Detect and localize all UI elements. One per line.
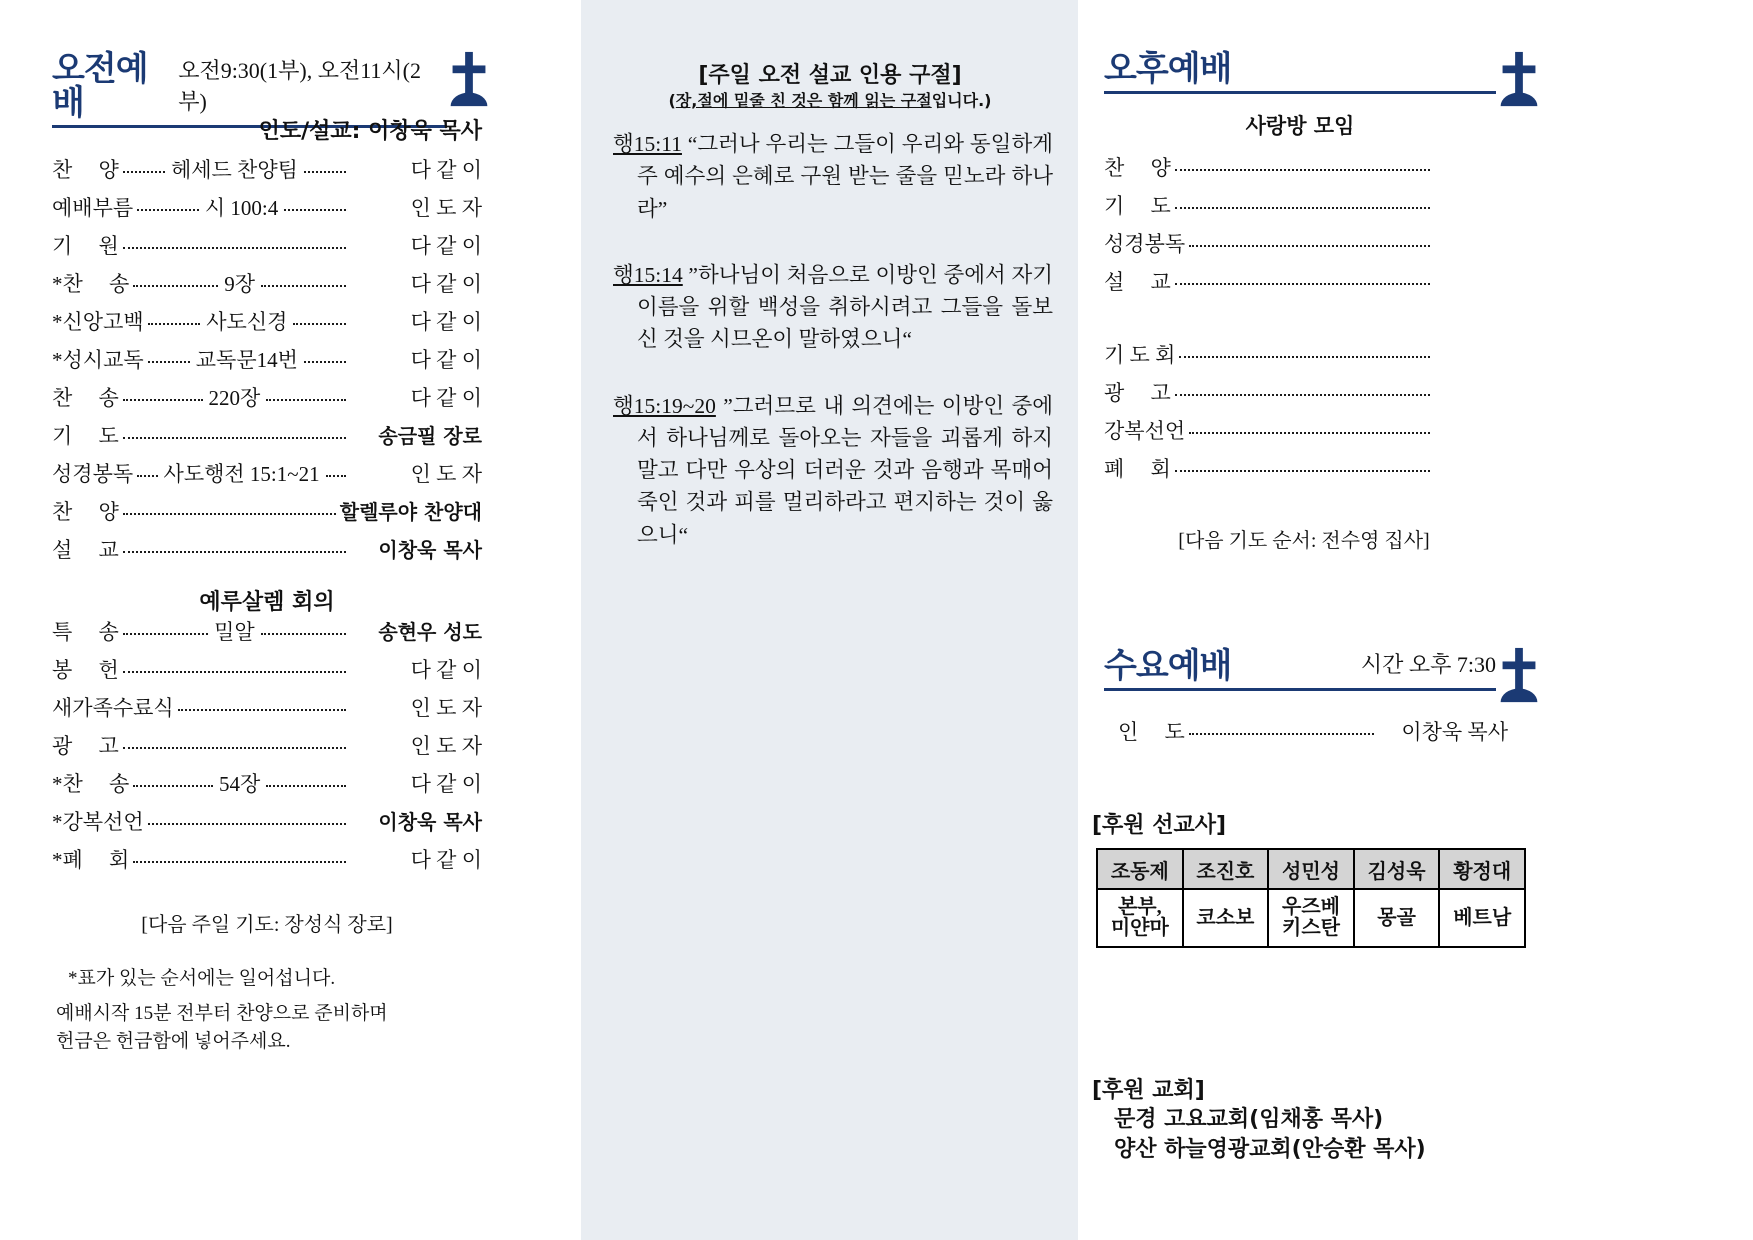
- wednesday-service-header: [1104, 648, 1496, 691]
- order-item-label: 기 도: [1104, 194, 1171, 218]
- dot-leader: [304, 171, 346, 173]
- dot-leader: [133, 785, 213, 787]
- scripture-column: [581, 0, 1078, 1240]
- scripture-verse: [613, 259, 1053, 356]
- scripture-reference: 행15:14: [613, 262, 683, 287]
- order-item-value: 이창욱 목사: [1401, 720, 1508, 744]
- order-item-label: 기 원: [52, 234, 119, 258]
- order-item-detail: 9장: [224, 272, 256, 296]
- order-item-value: 인 도 자: [410, 462, 482, 486]
- order-item-label: 설 교: [52, 538, 119, 562]
- order-item-detail: 사도신경: [206, 310, 288, 334]
- scripture-reference: 행15:19~20: [613, 393, 716, 418]
- missionary-region-cell: 코소보: [1183, 889, 1269, 947]
- dot-leader: [1175, 207, 1430, 209]
- cross-icon: [1496, 50, 1542, 108]
- order-item-value: 다 같 이: [410, 234, 482, 258]
- order-item-label: 강복선언: [1104, 419, 1186, 443]
- dot-leader: [123, 513, 336, 515]
- dot-leader: [148, 361, 190, 363]
- dot-leader: [148, 323, 201, 325]
- missionaries-heading: [후원 선교사]: [1092, 813, 1227, 838]
- missionary-name-cell: 황정대: [1439, 849, 1525, 889]
- order-item-label: 성경봉독: [52, 462, 134, 486]
- order-item-value: 다 같 이: [410, 848, 482, 872]
- order-item-label: *찬 송: [52, 272, 130, 296]
- order-item: [1104, 459, 1434, 497]
- order-item-label: 찬 양: [1104, 156, 1171, 180]
- subheading-underlined: 장,절에 밑줄 친 것은 함께 읽는 구절: [675, 91, 932, 110]
- dot-leader: [123, 551, 346, 553]
- header-rule-afternoon: [1104, 91, 1496, 94]
- order-item-label: 찬 양: [52, 500, 119, 524]
- order-item-value: 이창욱 목사: [378, 810, 482, 834]
- order-item: [52, 540, 482, 578]
- afternoon-subnote: 사랑방 모임: [1245, 114, 1355, 138]
- order-item-detail: 220장: [208, 386, 261, 410]
- offering-note-line2: 헌금은 헌금함에 넣어주세요.: [56, 1031, 291, 1052]
- order-item: [52, 660, 482, 698]
- morning-order-list-after: [52, 622, 482, 888]
- order-item: [52, 464, 482, 502]
- church-item: 양산 하늘영광교회(안승환 목사): [1114, 1136, 1426, 1162]
- missionary-region-cell: 몽골: [1354, 889, 1440, 947]
- dot-leader: [1175, 394, 1430, 396]
- afternoon-next-prayer: [다음 기도 순서: 전수영 집사]: [1178, 530, 1430, 552]
- scripture-heading: [주일 오전 설교 인용 구절]: [698, 63, 962, 88]
- order-item: [1104, 158, 1434, 196]
- dot-leader: [266, 785, 346, 787]
- header-rule-wednesday: [1104, 688, 1496, 691]
- scripture-verse: [613, 128, 1053, 225]
- missionary-name-cell: 김성욱: [1354, 849, 1440, 889]
- next-prayer-note: [다음 주일 기도: 장성식 장로]: [141, 914, 393, 936]
- missionary-name-cell: 조동제: [1097, 849, 1183, 889]
- order-item: [1104, 421, 1434, 459]
- subheading-pre: (: [668, 91, 676, 110]
- order-item-value: 인 도 자: [410, 696, 482, 720]
- order-item: [52, 622, 482, 660]
- order-item-label: *폐 회: [52, 848, 130, 872]
- order-item-label: 폐 회: [1104, 457, 1171, 481]
- dot-leader: [123, 399, 203, 401]
- wednesday-order-list: [1118, 722, 1508, 760]
- scripture-text: ”그러므로 내 의견에는 이방인 중에서 하나님께로 돌아오는 자들을 괴롭게 하지 말고 다만 우상의 더러운 것과 음행과 목매어 죽인 것과 피를 멀리하라고 편지하는 것이 옳으니“: [637, 393, 1053, 547]
- wednesday-service-time: 시간 오후 7:30: [1360, 652, 1496, 677]
- dot-leader: [123, 247, 346, 249]
- order-item-label: *강복선언: [52, 810, 144, 834]
- afternoon-order-bottom: [1104, 345, 1434, 497]
- order-item-label: *신앙고백: [52, 310, 144, 334]
- dot-leader: [1175, 169, 1430, 171]
- order-item-label: 기 도: [52, 424, 119, 448]
- dot-leader: [123, 747, 346, 749]
- order-item: [52, 160, 482, 198]
- order-item-value: 다 같 이: [410, 158, 483, 182]
- afternoon-service-column: [1078, 0, 1753, 1240]
- dot-leader: [123, 171, 165, 173]
- missionary-table: [1096, 848, 1526, 948]
- cross-icon: [446, 50, 492, 108]
- order-item-label: 찬 송: [52, 386, 119, 410]
- order-item-label: 봉 헌: [52, 658, 119, 682]
- missionary-region-cell: 우즈베 키스탄: [1268, 889, 1354, 947]
- order-item: [52, 388, 482, 426]
- dot-leader: [123, 633, 208, 635]
- order-item-value: 인 도 자: [410, 734, 482, 758]
- dot-leader: [1189, 245, 1430, 247]
- wednesday-service-title: 수요예배: [1104, 646, 1232, 686]
- verse-list: [613, 128, 1053, 585]
- dot-leader: [148, 823, 346, 825]
- morning-service-title: 오전예배: [52, 49, 148, 123]
- order-item-value: 송현우 성도: [378, 620, 482, 644]
- order-item: [52, 426, 482, 464]
- churches-list: [1092, 1105, 1592, 1164]
- order-item-label: 찬 양: [52, 158, 119, 182]
- missionary-region-cell: 본부, 미얀마: [1097, 889, 1183, 947]
- dot-leader: [1189, 733, 1374, 735]
- order-item-detail: 헤세드 찬양팀: [170, 158, 298, 182]
- order-item: [52, 350, 482, 388]
- order-item-label: 특 송: [52, 620, 119, 644]
- order-item: [1104, 196, 1434, 234]
- order-item: [52, 274, 482, 312]
- dot-leader: [133, 285, 218, 287]
- morning-leader-line: 인도/설교: 이창욱 목사: [258, 119, 482, 144]
- order-item-label: 예배부름: [52, 196, 134, 220]
- offering-note-line1: 예배시작 15분 전부터 찬양으로 준비하며: [56, 1003, 388, 1024]
- dot-leader: [178, 709, 346, 711]
- order-item: [52, 312, 482, 350]
- order-item-detail: 교독문14번: [195, 348, 298, 372]
- afternoon-service-header: [1104, 49, 1496, 94]
- order-item-value: 다 같 이: [410, 658, 482, 682]
- dot-leader: [293, 323, 346, 325]
- order-item: [1104, 345, 1434, 383]
- order-item-value: 이창욱 목사: [378, 538, 482, 562]
- dot-leader: [123, 671, 346, 673]
- order-item: [1104, 383, 1434, 421]
- order-item-label: *성시교독: [52, 348, 144, 372]
- order-item-value: 다 같 이: [410, 386, 482, 410]
- order-item: [52, 198, 482, 236]
- missionary-name-cell: 성민성: [1268, 849, 1354, 889]
- dot-leader: [326, 475, 346, 477]
- scripture-subheading: [605, 88, 1055, 111]
- dot-leader: [133, 861, 346, 863]
- sermon-title: 예루살렘 회의: [199, 590, 335, 615]
- dot-leader: [123, 437, 346, 439]
- dot-leader: [1179, 356, 1430, 358]
- dot-leader: [1189, 432, 1430, 434]
- order-item-label: 새가족수료식: [52, 696, 174, 720]
- order-item: [52, 736, 482, 774]
- order-item-value: 다 같 이: [410, 310, 482, 334]
- order-item-value: 할렐루야 찬양대: [339, 500, 482, 524]
- order-item: [52, 774, 482, 812]
- standing-note: *표가 있는 순서에는 일어섭니다.: [68, 968, 336, 989]
- dot-leader: [304, 361, 346, 363]
- order-item-label: 광 고: [1104, 381, 1171, 405]
- dot-leader: [266, 399, 346, 401]
- order-item-label: 성경봉독: [1104, 232, 1186, 256]
- scripture-text: ”하나님이 처음으로 이방인 중에서 자기 이름을 위할 백성을 취하시려고 그들을 돌보신 것을 시므온이 말하였으니“: [637, 262, 1053, 352]
- order-item-label: *찬 송: [52, 772, 130, 796]
- cross-icon: [1496, 646, 1542, 704]
- order-item: [1118, 722, 1508, 760]
- dot-leader: [1175, 470, 1430, 472]
- table-header-row: [1097, 849, 1525, 889]
- order-item-label: 기 도 회: [1104, 343, 1176, 367]
- order-item: [52, 502, 482, 540]
- order-item-value: 송금필 장로: [378, 424, 482, 448]
- order-item-detail: 시 100:4: [204, 196, 279, 220]
- order-item: [52, 850, 482, 888]
- dot-leader: [261, 633, 346, 635]
- order-item-value: 다 같 이: [410, 348, 482, 372]
- order-item-label: 광 고: [52, 734, 119, 758]
- morning-service-time: 오전9:30(1부), 오전11시(2부): [178, 58, 421, 114]
- dot-leader: [137, 209, 199, 211]
- table-row: [1097, 889, 1525, 947]
- afternoon-order-top: [1104, 158, 1434, 310]
- order-item: [1104, 272, 1434, 310]
- morning-order-list: [52, 160, 482, 578]
- order-item: [1104, 234, 1434, 272]
- scripture-reference: 행15:11: [613, 132, 682, 156]
- scripture-verse: [613, 390, 1053, 551]
- dot-leader: [284, 209, 346, 211]
- order-item-detail: 사도행전 15:1~21: [163, 462, 320, 486]
- order-item-label: 인 도: [1118, 720, 1185, 744]
- missionary-name-cell: 조진호: [1183, 849, 1269, 889]
- dot-leader: [1175, 283, 1430, 285]
- scripture-text: “그러나 우리는 그들이 우리와 동일하게 주 예수의 은혜로 구원 받는 줄을 믿노라 하나라”: [637, 132, 1053, 221]
- order-item: [52, 812, 482, 850]
- order-item-label: 설 교: [1104, 270, 1171, 294]
- order-item-detail: 밀알: [214, 620, 255, 644]
- subheading-post: 입니다.): [931, 91, 992, 110]
- order-item: [52, 698, 482, 736]
- church-item: 문경 고요교회(임채홍 목사): [1114, 1107, 1384, 1132]
- order-item-value: 다 같 이: [410, 272, 482, 296]
- dot-leader: [261, 285, 346, 287]
- order-item-value: 다 같 이: [410, 772, 482, 796]
- order-item-detail: 54장: [219, 772, 261, 796]
- morning-service-column: [0, 0, 581, 1240]
- order-item-value: 인 도 자: [410, 196, 482, 220]
- missionary-region-cell: 베트남: [1439, 889, 1525, 947]
- afternoon-service-title: 오후예배: [1104, 49, 1232, 89]
- dot-leader: [137, 475, 157, 477]
- order-item: [52, 236, 482, 274]
- churches-heading: [후원 교회]: [1092, 1078, 1205, 1103]
